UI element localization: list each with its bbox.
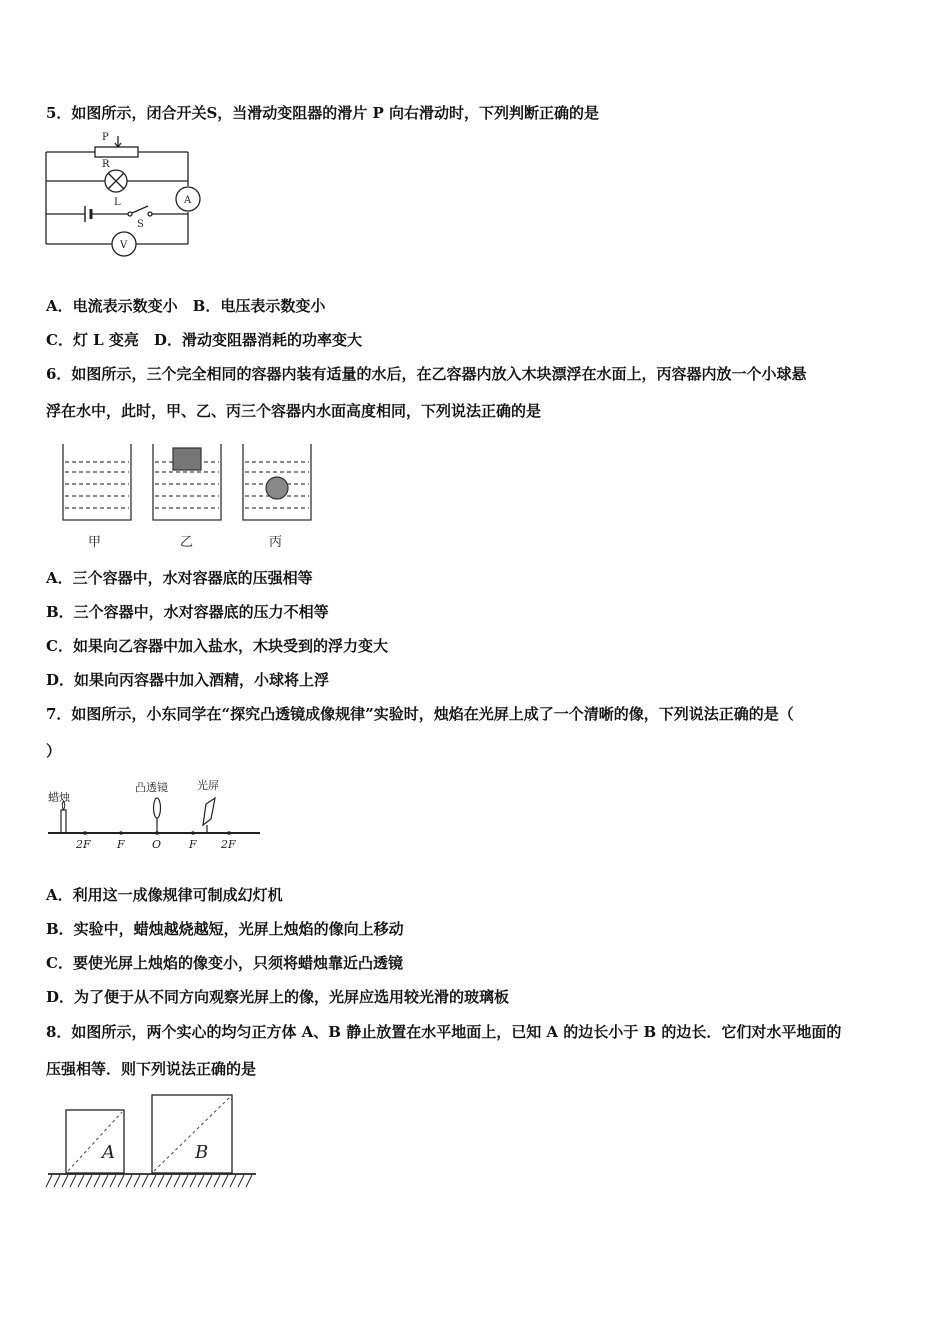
q7-stem-line1: 7．如图所示，小东同学在“探究凸透镜成像规律”实验时，烛焰在光屏上成了一个清晰的像，下列说法正确的是（	[46, 705, 794, 723]
candle-icon	[61, 810, 66, 833]
q7-stem-line2: ）	[46, 742, 62, 760]
tick-f-left: F	[117, 838, 125, 851]
q7-option-c: C．要使光屏上烛焰的像变小，只须将蜡烛靠近凸透镜	[46, 954, 403, 972]
q7-option-b: B．实验中，蜡烛越烧越短，光屏上烛焰的像向上移动	[46, 920, 404, 938]
tick-f-right: F	[189, 838, 197, 851]
label-l: L	[114, 197, 121, 208]
q8-cubes-diagram	[44, 1090, 260, 1194]
label-voltmeter: V	[120, 240, 128, 251]
label-p: P	[102, 132, 109, 143]
q7-option-a: A．利用这一成像规律可制成幻灯机	[46, 886, 283, 904]
q6-option-c: C．如果向乙容器中加入盐水，木块受到的浮力变大	[46, 637, 388, 655]
tick-o: O	[152, 838, 162, 851]
label-ammeter: A	[184, 195, 192, 206]
label-yi: 乙	[180, 535, 194, 550]
small-ball	[266, 477, 288, 499]
container-jia	[63, 444, 131, 520]
switch-s	[132, 206, 148, 213]
q5-circuit-diagram	[40, 130, 210, 262]
q5-stem: 5．如图所示，闭合开关S，当滑动变阻器的滑片 P 向右滑动时，下列判断正确的是	[46, 104, 599, 122]
tick-2f-left: 2F	[76, 838, 91, 851]
cube-a	[66, 1110, 124, 1173]
label-candle: 蜡烛	[48, 791, 70, 804]
q7-optical-bench-diagram	[44, 770, 264, 852]
label-s: S	[137, 219, 144, 230]
q6-option-a: A．三个容器中，水对容器底的压强相等	[46, 569, 313, 587]
tick-2f-right: 2F	[221, 838, 236, 851]
q5-options-cd: C．灯 L 变亮 D．滑动变阻器消耗的功率变大	[46, 331, 362, 349]
label-jia: 甲	[88, 535, 102, 550]
convex-lens-icon	[154, 798, 161, 818]
q8-stem-line2: 压强相等．则下列说法正确的是	[46, 1060, 257, 1078]
q8-stem-line1: 8．如图所示，两个实心的均匀正方体 A、B 静止放置在水平地面上，已知 A 的边长小于 B 的边长．它们对水平地面的	[46, 1023, 842, 1041]
q6-containers-diagram	[55, 438, 325, 556]
q6-stem-line2: 浮在水中，此时，甲、乙、丙三个容器内水面高度相同，下列说法正确的是	[46, 402, 542, 420]
q6-stem-line1: 6．如图所示，三个完全相同的容器内装有适量的水后，在乙容器内放入木块漂浮在水面上，丙容器内放一个小球悬	[46, 365, 807, 383]
label-screen: 光屏	[197, 779, 219, 792]
label-bing: 丙	[269, 535, 283, 550]
q5-options-ab: A．电流表示数变小 B．电压表示数变小	[46, 297, 326, 315]
label-cube-b: B	[195, 1142, 209, 1163]
light-screen-icon	[203, 798, 215, 825]
q6-option-b: B．三个容器中，水对容器底的压力不相等	[46, 603, 329, 621]
label-r: R	[102, 159, 110, 170]
label-cube-a: A	[102, 1142, 115, 1163]
label-lens: 凸透镜	[135, 781, 168, 794]
wood-block	[173, 448, 201, 470]
rheostat-r	[95, 147, 138, 157]
q7-option-d: D．为了便于从不同方向观察光屏上的像，光屏应选用较光滑的玻璃板	[46, 988, 510, 1006]
q6-option-d: D．如果向丙容器中加入酒精，小球将上浮	[46, 671, 330, 689]
